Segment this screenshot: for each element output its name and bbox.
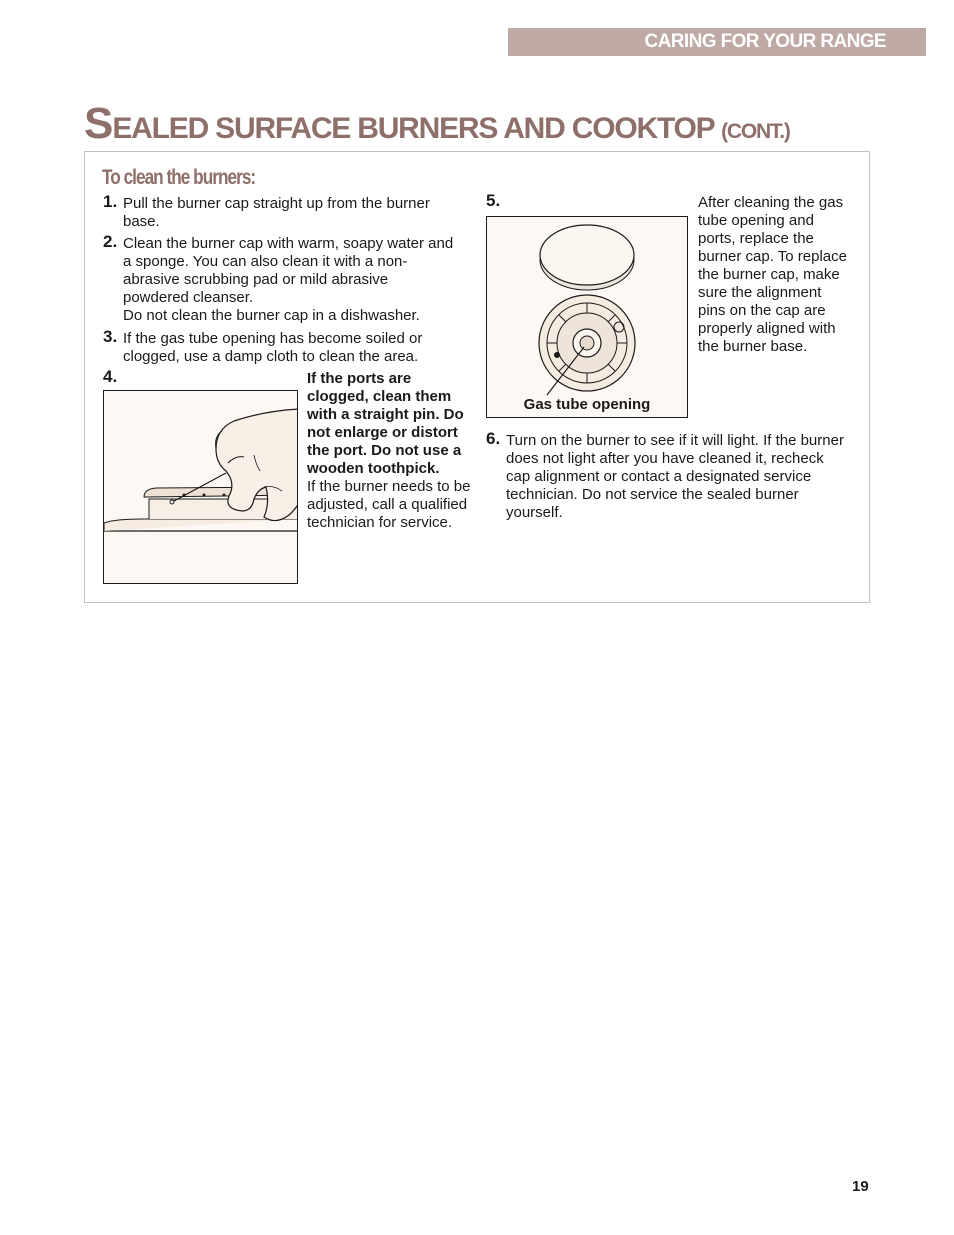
burner-cap-illustration — [486, 216, 688, 418]
step-number: 5. — [486, 191, 501, 210]
step-text: If the gas tube opening has become soiled or clogged, use a damp cloth to clean the area. — [123, 330, 423, 365]
step-6 — [486, 429, 851, 522]
pin-cleaning-illustration — [103, 390, 298, 584]
figure-caption: Gas tube opening — [523, 396, 651, 413]
step-text: After cleaning the gas tube opening and ports, replace the burner cap. To replace the burner cap, make sure the alignment pins on the cap are properly aligned with the burner base. — [698, 194, 847, 355]
step-warning: If the ports are clogged, clean them with a straight pin. Do not enlarge or distort the port. Do not use a wooden toothpick. — [307, 370, 464, 477]
step-text: Clean the burner cap with warm, soapy water and a sponge. You can also clean it with a non-abrasive scrubbing pad or mild abrasive powdered cleanser. — [123, 235, 454, 306]
step-number: 6. — [486, 429, 501, 448]
step-text: If the burner needs to be adjusted, call a qualified technician for service. — [307, 478, 471, 531]
section-banner — [508, 28, 926, 56]
sub-heading: To clean the burners: — [102, 166, 256, 189]
burner-drawing — [487, 217, 688, 397]
step-text: Pull the burner cap straight up from the burner base. — [123, 195, 430, 230]
title-initial: S — [84, 99, 113, 148]
step-2 — [103, 232, 455, 325]
step-text: Turn on the burner to see if it will light. If the burner does not light after you have cleaned it, recheck cap alignment or contact a designated service technician. Do not service the sealed burner yourself. — [506, 432, 844, 521]
page-title — [84, 100, 790, 156]
step-number: 1. — [103, 192, 118, 211]
page-number: 19 — [852, 1178, 869, 1195]
pin-cleaning-drawing — [104, 391, 298, 584]
step-number: 2. — [103, 232, 118, 251]
title-suffix: (CONT.) — [721, 120, 790, 143]
step-3 — [103, 327, 458, 366]
title-main: EALED SURFACE BURNERS AND COOKTOP — [112, 112, 714, 145]
step-1 — [103, 192, 443, 231]
section-title: CARING FOR YOUR RANGE — [644, 31, 886, 52]
step-note: Do not clean the burner cap in a dishwasher. — [123, 307, 420, 324]
step-number: 3. — [103, 327, 118, 346]
step-number: 4. — [103, 367, 118, 386]
